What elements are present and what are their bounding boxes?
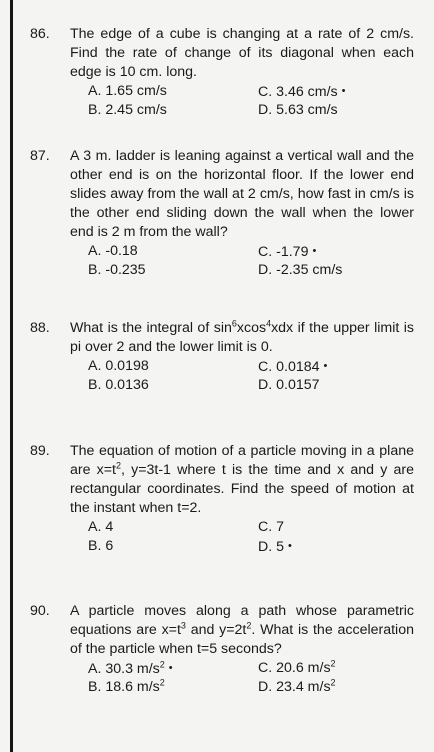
question-stem: The edge of a cube is changing at a rate of 2 cm/s. Find the rate of change of its diagonal when each edge is 10 cm. long.: [70, 26, 414, 80]
question-87: [30, 147, 414, 280]
answer-options: [88, 357, 414, 395]
option-b: B. -0.235: [88, 262, 146, 278]
answer-mark: •: [168, 662, 173, 674]
question-89: [30, 442, 414, 556]
option-d-text: D. 5: [258, 539, 285, 555]
option-a: A. 4: [88, 519, 114, 535]
question-number: 90.: [30, 603, 50, 619]
option-d: D. 5.63 cm/s: [258, 102, 338, 118]
option-c: [258, 357, 327, 377]
question-number: 86.: [30, 26, 50, 42]
option-d: D. 0.0157: [258, 377, 320, 393]
answer-options: [88, 659, 414, 697]
option-c-text: C. 3.46 cm/s: [258, 84, 338, 100]
option-b: B. 0.0136: [88, 377, 149, 393]
question-number: 88.: [30, 320, 50, 336]
option-a: A. 0.0198: [88, 358, 149, 374]
answer-options: [88, 518, 414, 556]
answer-options: [88, 242, 414, 280]
question-stem: A particle moves along a path whose parametric equations are $x=t^3$ and $y=2t^2$. What is the acceleration of the particle when t=5 seconds?: [70, 603, 414, 657]
question-number: 87.: [30, 148, 50, 164]
option-d: D. 23.4 $m/s^2$: [258, 677, 336, 695]
option-c-text: C. 0.0184: [258, 359, 320, 375]
answer-mark: •: [323, 360, 328, 372]
option-a: A. -0.18: [88, 243, 138, 259]
question-86: [30, 25, 414, 120]
page-margin-line: [10, 0, 13, 752]
option-d: D. -2.35 cm/s: [258, 262, 343, 278]
option-c: [258, 82, 346, 102]
option-b: B. 18.6 $m/s^2$: [88, 677, 165, 695]
question-90: [30, 602, 414, 697]
question-stem: The equation of motion of a particle moving in a plane are $x=t^2$, y=3t-1 where t is the time and x and y are rectangular coordinates. Find the speed of motion at the instant when t=2.: [70, 443, 414, 516]
question-number: 89.: [30, 443, 50, 459]
option-d: [258, 537, 292, 557]
option-a: A. 1.65 cm/s: [88, 83, 167, 99]
question-88: [30, 319, 414, 395]
answer-mark: •: [288, 540, 292, 552]
option-c: [258, 242, 316, 262]
answer-mark: •: [341, 85, 346, 97]
answer-mark: •: [312, 245, 317, 257]
question-stem: What is the integral of $\sin^6xcos^4xdx$ if the upper limit is pi over 2 and the lower limit is 0.: [70, 318, 414, 355]
option-c: C. 7: [258, 519, 285, 535]
question-stem: A 3 m. ladder is leaning against a vertical wall and the other end is on the horizontal floor. If the lower end slides away from the wall at 2 cm/s, how fast in cm/s is the other end sliding down the wall when the lower end is 2 m from the wall?: [70, 148, 414, 240]
option-c-text: C. -1.79: [258, 244, 309, 260]
answer-options: [88, 82, 414, 120]
option-a: A. 30.3 $m/s^2$ •: [88, 659, 173, 677]
option-b: B. 6: [88, 538, 114, 554]
option-b: B. 2.45 cm/s: [88, 102, 167, 118]
option-c: C. 20.6 $m/s^2$: [258, 658, 336, 676]
